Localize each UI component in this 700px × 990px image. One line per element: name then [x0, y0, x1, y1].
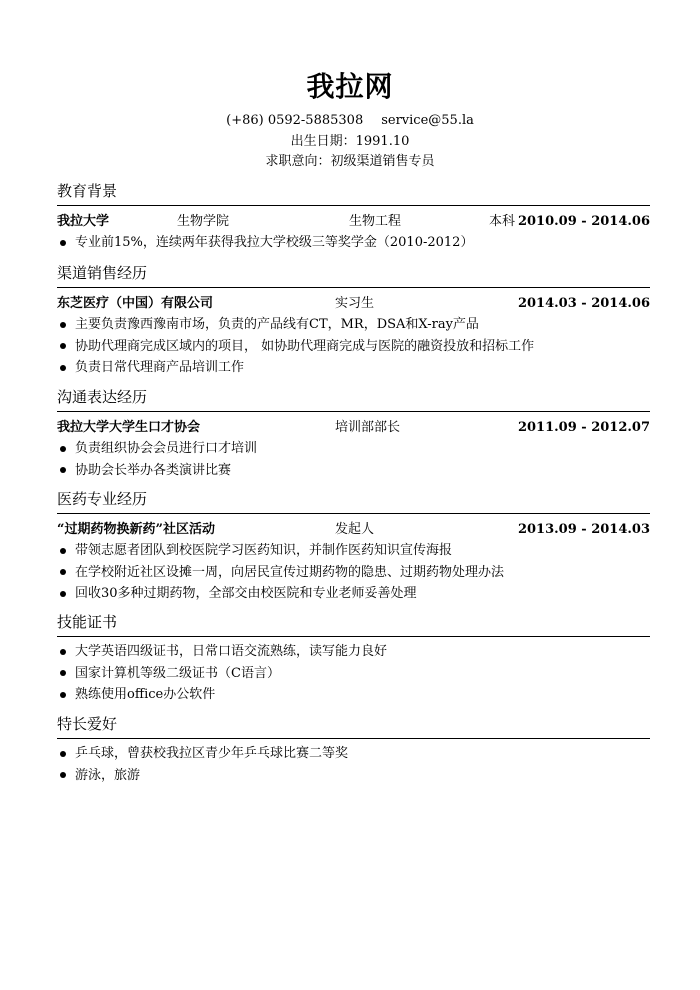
bullet-icon — [60, 751, 66, 757]
major-name: 生物工程 — [349, 214, 402, 229]
list-item: 负责日常代理商产品培训工作 — [57, 357, 650, 379]
list-item: 带领志愿者团队到校医院学习医药知识，并制作医药知识宣传海报 — [57, 540, 650, 562]
phone-number: (+86) 0592-5885308 — [226, 113, 364, 128]
bullet-icon — [60, 467, 66, 473]
section-title: 教育背景 — [57, 181, 650, 206]
bullet-icon — [60, 670, 66, 676]
bullet-icon — [60, 569, 66, 575]
date-range: 2010.09 - 2014.06 — [517, 214, 650, 229]
list-item: 协助代理商完成区域内的项目， 如协助代理商完成与医院的融资投放和招标工作 — [57, 336, 650, 358]
section-title: 沟通表达经历 — [57, 387, 650, 412]
list-item: 主要负责豫西豫南市场，负责的产品线有CT，MR，DSA和X-ray产品 — [57, 314, 650, 336]
date-range: 2014.03 - 2014.06 — [517, 296, 650, 311]
bullet-icon — [60, 446, 66, 452]
bullet-list — [57, 540, 650, 605]
list-item: 国家计算机等级二级证书（C语言） — [57, 663, 650, 685]
organization-name: 东芝医疗（中国）有限公司 — [57, 296, 214, 311]
bullet-list — [57, 743, 650, 786]
bullet-icon — [60, 343, 66, 349]
bullet-list — [57, 232, 650, 254]
bullet-icon — [60, 772, 66, 778]
degree: 本科 — [489, 214, 516, 229]
bullet-icon — [60, 692, 66, 698]
bullet-list — [57, 438, 650, 481]
bullet-icon — [60, 322, 66, 328]
bullet-icon — [60, 548, 66, 554]
list-item: 乒乓球，曾获校我拉区青少年乒乓球比赛二等奖 — [57, 743, 650, 765]
education-section — [57, 181, 650, 254]
role-title: 发起人 — [335, 522, 375, 537]
birth-date: 出生日期：1991.10 — [290, 134, 410, 149]
section-title: 渠道销售经历 — [57, 263, 650, 288]
section-title: 技能证书 — [57, 612, 650, 637]
role-title: 实习生 — [335, 296, 375, 311]
experience-entry — [57, 418, 650, 438]
experience-entry — [57, 520, 650, 540]
education-entry — [57, 212, 650, 232]
list-item: 熟练使用office办公软件 — [57, 684, 650, 706]
organization-name: 我拉大学大学生口才协会 — [57, 420, 201, 435]
organization-name: “过期药物换新药”社区活动 — [57, 522, 215, 537]
bullet-icon — [60, 240, 66, 246]
section-title: 特长爱好 — [57, 714, 650, 739]
sales-experience-section — [57, 263, 650, 379]
applicant-name: 我拉网 — [306, 70, 394, 103]
list-item: 在学校附近社区设摊一周，向居民宣传过期药物的隐患、过期药物处理办法 — [57, 562, 650, 584]
section-title: 医药专业经历 — [57, 489, 650, 514]
bullet-icon — [60, 365, 66, 371]
skills-section — [57, 612, 650, 706]
bullet-list — [57, 641, 650, 706]
list-item: 协助会长举办各类演讲比赛 — [57, 460, 650, 482]
date-range: 2013.09 - 2014.03 — [517, 522, 650, 537]
college-name: 生物学院 — [177, 214, 230, 229]
contact-line — [0, 112, 700, 130]
list-item: 游泳，旅游 — [57, 765, 650, 787]
school-name: 我拉大学 — [57, 214, 110, 229]
bullet-icon — [60, 591, 66, 597]
bullet-list — [57, 314, 650, 379]
job-objective: 求职意向：初级渠道销售专员 — [265, 154, 435, 169]
communication-experience-section — [57, 387, 650, 481]
list-item: 负责组织协会会员进行口才培训 — [57, 438, 650, 460]
role-title: 培训部部长 — [335, 420, 401, 435]
list-item: 回收30多种过期药物，全部交由校医院和专业老师妥善处理 — [57, 583, 650, 605]
medical-experience-section — [57, 489, 650, 605]
email-address: service@55.la — [381, 113, 474, 128]
list-item: 大学英语四级证书，日常口语交流熟练，读写能力良好 — [57, 641, 650, 663]
experience-entry — [57, 294, 650, 314]
date-range: 2011.09 - 2012.07 — [517, 420, 650, 435]
hobbies-section — [57, 714, 650, 786]
bullet-icon — [60, 649, 66, 655]
list-item: 专业前15%，连续两年获得我拉大学校级三等奖学金（2010-2012） — [57, 232, 650, 254]
